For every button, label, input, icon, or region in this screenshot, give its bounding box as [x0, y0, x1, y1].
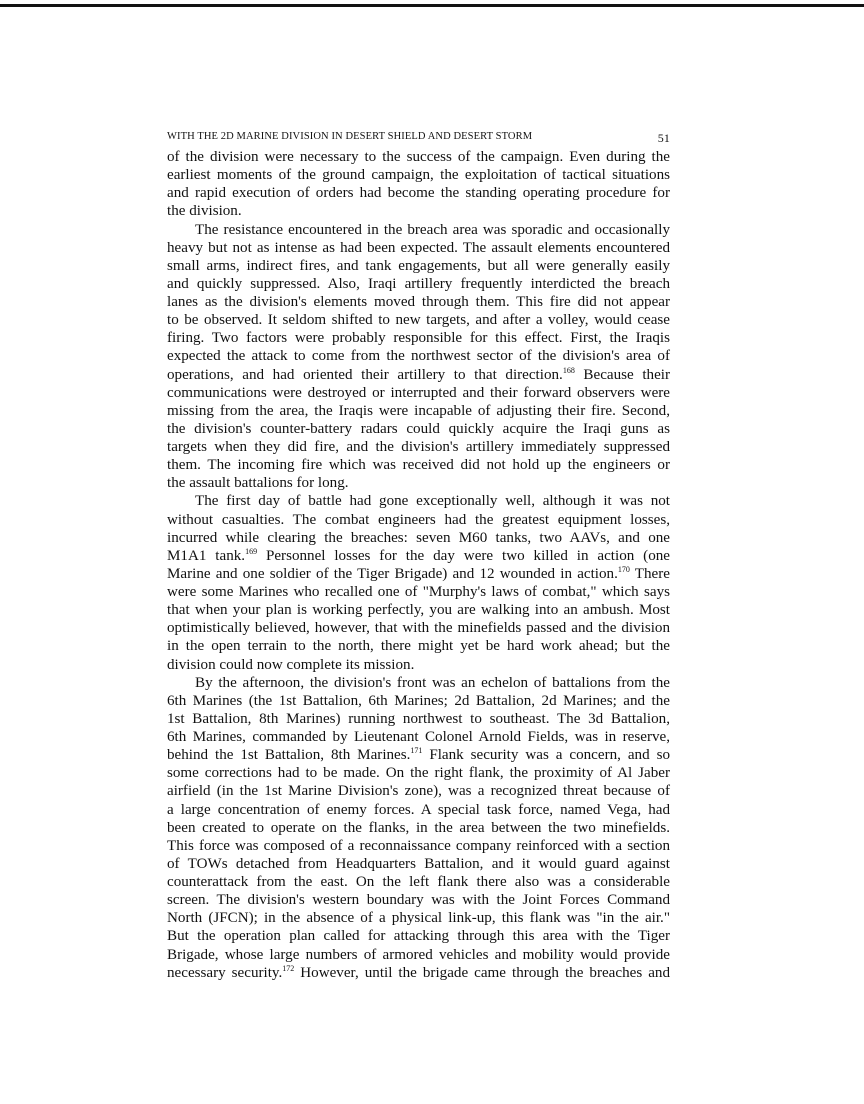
- text-line: missing from the area, the Iraqis were incapable of adjusting their fire. Second,: [167, 402, 670, 419]
- text-line: earliest moments of the ground campaign, the exploitation of tactical situations: [167, 167, 670, 184]
- text-line: that when your plan is working perfectly, you are walking into an ambush. Most: [167, 602, 670, 619]
- text-line: them. The incoming fire which was received did not hold up the engineers or: [167, 457, 670, 474]
- text-line: 6th Marines (the 1st Battalion, 6th Marines; 2d Battalion, 2d Marines; and the: [167, 692, 670, 709]
- text-line: The first day of battle had gone exceptionally well, although it was not: [195, 493, 670, 510]
- text-line: 6th Marines, commanded by Lieutenant Colonel Arnold Fields, was in reserve,: [167, 729, 670, 745]
- text-line: targets when they did fire, and the division's artillery immediately suppressed: [167, 439, 670, 455]
- footnote-reference: 169: [245, 546, 258, 556]
- text-line: the division's counter-battery radars could quickly acquire the Iraqi guns as: [167, 420, 670, 437]
- text-line: screen. The division's western boundary was with the Joint Forces Command: [167, 892, 670, 909]
- footnote-reference: 170: [617, 564, 630, 574]
- text-line: By the afternoon, the division's front was an echelon of battalions from the: [195, 674, 670, 691]
- text-line: incurred while clearing the breaches: seven M60 tanks, two AAVs, and one: [167, 529, 670, 546]
- text-line: and rapid execution of orders had become the standing operating procedure for: [167, 185, 670, 202]
- text-line: in the open terrain to the north, there might yet be hard work ahead; but the: [167, 638, 670, 655]
- text-line: M1A1 tank.$^{169}$ Personnel losses for the day were two killed in action (one: [167, 546, 670, 564]
- paragraph: [167, 148, 670, 221]
- body-text: [167, 148, 670, 982]
- text-line: been created to operate on the flanks, in the area between the two minefields.: [167, 819, 670, 836]
- text-line: behind the 1st Battalion, 8th Marines.$^{171}$ Flank security was a concern, and so: [167, 746, 670, 764]
- text-line: counterattack from the east. On the left flank there also was a considerable: [167, 874, 670, 890]
- paragraph: [167, 221, 670, 493]
- text-line: communications were destroyed or interrupted and their forward observers were: [167, 384, 670, 401]
- running-head: [167, 131, 670, 147]
- footnote-reference: 171: [410, 746, 423, 756]
- text-line: operations, and had oriented their artillery to that direction.$^{168}$ Because their: [167, 365, 670, 383]
- text-line: to be observed. It seldom shifted to new targets, and after a volley, would cease: [167, 312, 670, 329]
- text-line: lanes as the division's elements moved through them. This fire did not appear: [167, 294, 670, 310]
- text-line: were some Marines who recalled one of "Murphy's laws of combat," which says: [167, 584, 670, 600]
- text-line: the division.: [167, 203, 242, 220]
- text-line: and quickly suppressed. Also, Iraqi artillery frequently interdicted the breach: [167, 275, 670, 292]
- text-line: heavy but not as intense as had been expected. The assault elements encountered: [167, 239, 670, 256]
- text-line: This force was composed of a reconnaissance company reinforced with a section: [167, 837, 670, 854]
- running-head-title: WITH THE 2D MARINE DIVISION IN DESERT SHIELD AND DESERT STORM: [167, 131, 533, 142]
- paragraph: [167, 492, 670, 673]
- text-line: airfield (in the 1st Marine Division's zone), was a recognized threat because of: [167, 783, 670, 800]
- text-line: But the operation plan called for attacking through this area with the Tiger: [167, 928, 670, 945]
- footnote-reference: 168: [562, 365, 575, 375]
- text-line: The resistance encountered in the breach area was sporadic and occasionally: [195, 221, 670, 238]
- page-number: 51: [657, 131, 670, 145]
- text-line: some corrections had to be made. On the right flank, the proximity of Al Jaber: [167, 765, 670, 782]
- text-line: without casualties. The combat engineers had the greatest equipment losses,: [167, 511, 670, 528]
- text-line: necessary security.$^{172}$ However, until the brigade came through the breaches and: [167, 963, 670, 981]
- text-line: firing. Two factors were probably responsible for this effect. First, the Iraqis: [167, 330, 670, 347]
- text-line: 1st Battalion, 8th Marines) running northwest to southeast. The 3d Battalion,: [167, 710, 670, 727]
- text-line: the assault battalions for long.: [167, 475, 349, 492]
- text-line: Brigade, whose large numbers of armored vehicles and mobility would provide: [167, 946, 670, 963]
- paragraph: [167, 674, 670, 982]
- text-line: Marine and one soldier of the Tiger Brigade) and 12 wounded in action.$^{170}$ There: [167, 564, 670, 582]
- text-line: of the division were necessary to the success of the campaign. Even during the: [167, 149, 670, 165]
- footnote-reference: 172: [282, 963, 295, 973]
- text-line: small arms, indirect fires, and tank engagements, but all were generally easily: [167, 257, 670, 274]
- text-line: of TOWs detached from Headquarters Battalion, and it would guard against: [167, 855, 670, 872]
- text-line: optimistically believed, however, that with the minefields passed and the division: [167, 620, 670, 637]
- text-line: expected the attack to come from the northwest sector of the division's area of: [167, 348, 670, 365]
- text-line: a large concentration of enemy forces. A special task force, named Vega, had: [167, 801, 670, 818]
- top-rule: [0, 4, 864, 7]
- text-line: North (JFCN); in the absence of a physical link-up, this flank was "in the air.": [167, 910, 670, 927]
- text-line: division could now complete its mission.: [167, 656, 415, 673]
